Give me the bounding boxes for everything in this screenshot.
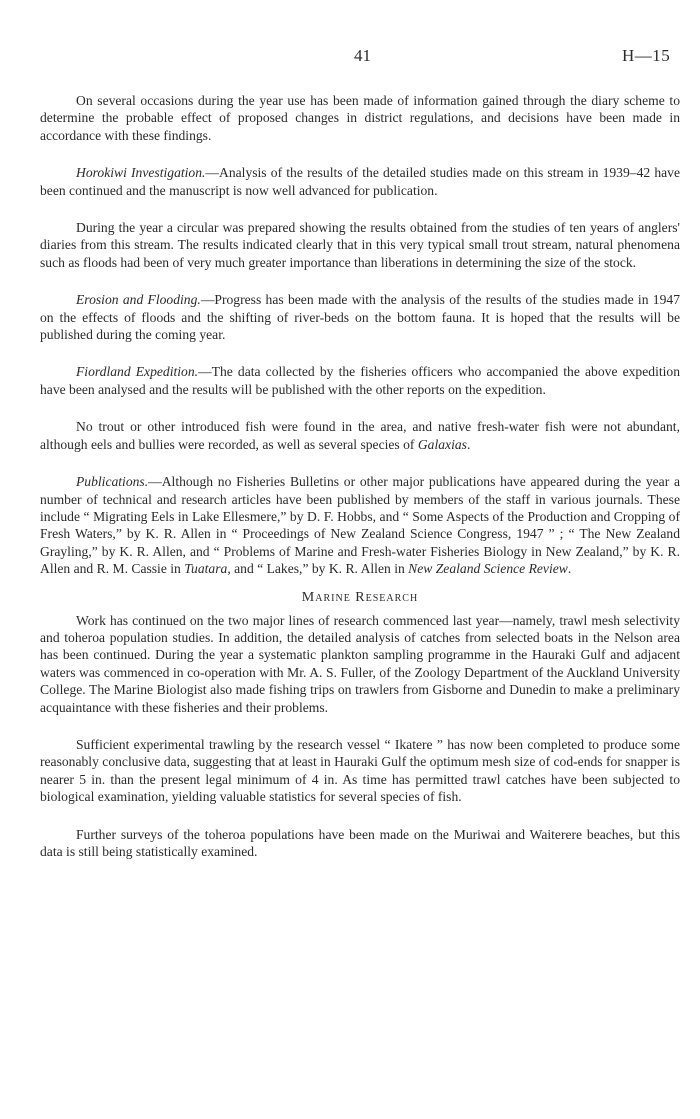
publications-title: Publications.	[76, 474, 149, 490]
page-body	[40, 92, 680, 880]
erosion-title: Erosion and Flooding.	[76, 292, 201, 308]
page-header	[0, 46, 700, 70]
fiordland-text: —The data collected by the fisheries officers who accompanied the above expedition have been analysed and the results will be published with the other reports on the expedition.	[40, 364, 680, 397]
publications-text: —Although no Fisheries Bulletins or other major publications have appeared during the year a number of technical and research articles have been published by members of the staff in various journals. These include “ Migrating Eels in Lake Ellesmere,” by D. F. Hobbs, and “ Some Aspects of the Production and Cropping of Fresh Waters,” by K. R. Allen in “ Proceedings of New Zealand Science Congress, 1947 ” ; “ The New Zealand Grayling,” by K. R. Allen, and “ Problems of Marine and Fresh-water Fisheries Biology in New Zealand,” by K. R. Allen and R. M. Cassie in	[40, 474, 680, 577]
journal-nz-science-review: New Zealand Science Review	[408, 561, 568, 577]
erosion-text: —Progress has been made with the analysis of the results of the studies made in 1947 on the effects of floods and the shifting of river-beds on the bottom fauna. It is hoped that the results will be published during the coming year.	[40, 292, 680, 343]
horokiwi-title: Horokiwi Investigation.	[76, 165, 206, 181]
paragraph-native-fish	[40, 418, 680, 453]
paragraph-anglers-diaries: During the year a circular was prepared showing the results obtained from the studies of ten years of anglers' diaries from this stream. The results indicated clearly that in this very typical small trout stream, natural phenomena such as floods had been of very much greater importance than liberations in determining the size of the stock.	[40, 220, 680, 270]
paragraph-diary-scheme: On several occasions during the year use has been made of information gained through the diary scheme to determine the probable effect of proposed changes in district regulations, and decisions have been made in accordance with these findings.	[40, 93, 680, 143]
native-fish-end: .	[466, 436, 471, 452]
paragraph-fiordland	[40, 363, 680, 398]
document-reference: H—15	[622, 46, 671, 65]
publications-end: .	[567, 561, 572, 577]
galaxias-term: Galaxias	[417, 436, 467, 452]
horokiwi-text: —Analysis of the results of the detailed studies made on this stream in 1939–42 have been continued and the manuscript is now well advanced for publication.	[40, 165, 681, 198]
page-number: 41	[354, 46, 371, 65]
paragraph-horokiwi	[40, 164, 680, 199]
fiordland-title: Fiordland Expedition.	[76, 364, 199, 380]
section-heading-marine-research: Marine Research	[301, 589, 419, 605]
paragraph-toheroa-surveys: Further surveys of the toheroa populations have been made on the Muriwai and Waiterere beaches, but this data is still being statistically examined.	[40, 826, 680, 859]
publications-mid: , and “ Lakes,” by K. R. Allen in	[227, 561, 409, 577]
native-fish-text: No trout or other introduced fish were found in the area, and native fresh-water fish were not abundant, although eels and bullies were recorded, as well as several species of	[40, 419, 680, 452]
paragraph-marine-work: Work has continued on the two major lines of research commenced last year—namely, trawl mesh selectivity and toheroa population studies. In addition, the detailed analysis of catches from selected boats in the Nelson area has been continued. During the year a systematic plankton sampling programme in the Hauraki Gulf and adjacent waters was commenced in co-operation with Mr. A. S. Fuller, of the Zoology Department of the Auckland University College. The Marine Biologist also made fishing trips on trawlers from Gisborne and Dunedin to make a preliminary acquaintance with these fisheries and their problems.	[40, 612, 680, 715]
paragraph-erosion-flooding	[40, 291, 680, 343]
journal-tuatara: Tuatara	[184, 561, 228, 577]
paragraph-publications	[40, 473, 680, 577]
paragraph-experimental-trawling: Sufficient experimental trawling by the research vessel “ Ikatere ” has now been completed to produce some reasonably conclusive data, suggesting that at least in Hauraki Gulf the optimum mesh size of cod-ends for snapper is nearer 5 in. than the present legal minimum of 4 in. As time has permitted trawl catches have been subjected to biological examination, yielding valuable statistics for several species of fish.	[40, 736, 680, 805]
